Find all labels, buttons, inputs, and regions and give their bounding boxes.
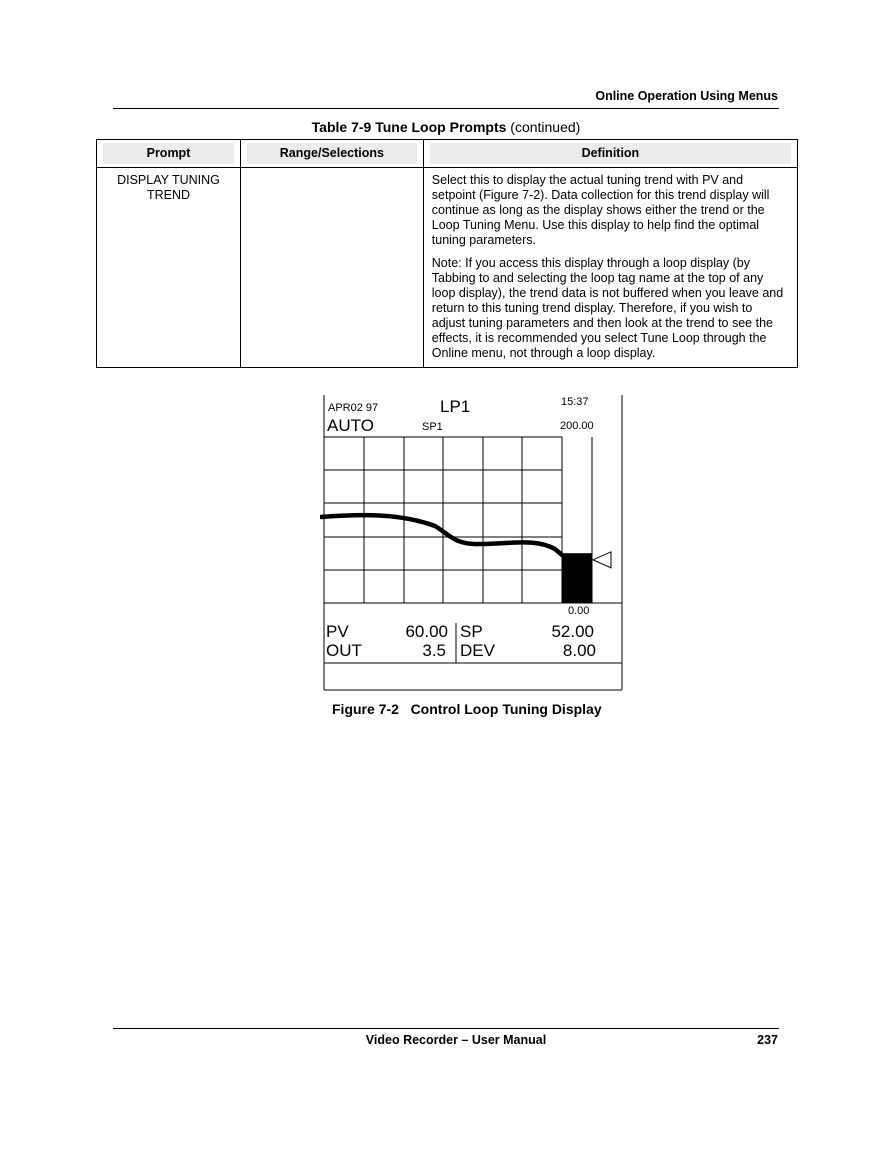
definition-note: Note: If you access this display through a loop display (by Tabbing to and selecting the loop tag name at the top of any loop display), the trend data is not buffered when you leave and return to this tuning trend display. Therefore, if you wish to adjust tuning parameters and then look at the trend to see the effects, it is recommended you select Tune Loop through the Online menu, not through a loop display. [431,256,784,360]
setpoint-pointer-icon [593,552,611,568]
pv-trend-line [321,515,562,555]
footer-rule [113,1028,779,1029]
column-header-definition: Definition [423,140,797,168]
footer-title: Video Recorder – User Manual [365,1033,547,1047]
tune-loop-prompts-table [96,139,798,368]
pv-bar-graph [562,553,592,603]
scale-min-label: 0.00 [568,605,590,617]
page-number: 237 [757,1033,778,1047]
table-caption-title: Table 7-9 Tune Loop Prompts [311,119,507,135]
running-header: Online Operation Using Menus [595,89,778,103]
loop-name: LP1 [440,397,471,416]
table-caption-suffix: (continued) [510,119,581,135]
date-label: APR02 97 [328,402,379,414]
dev-value: 8.00 [562,641,596,660]
control-loop-tuning-display [320,393,626,693]
mode-label: AUTO [327,416,374,435]
out-value: 3.5 [422,641,446,660]
table-caption [0,119,892,135]
column-header-prompt: Prompt [97,140,241,168]
table-header-row [97,140,798,168]
figure-caption: Figure 7-2 Control Loop Tuning Display [332,701,602,717]
scale-max-label: 200.00 [560,420,594,432]
prompt-text: DISPLAY TUNING TREND [117,173,220,202]
sp-value: 52.00 [551,622,594,641]
setpoint-label: SP1 [422,421,443,433]
trend-grid [324,437,562,603]
time-label: 15:37 [561,396,589,408]
out-label: OUT [326,641,362,660]
column-header-range: Range/Selections [240,140,423,168]
definition-paragraph: Select this to display the actual tuning trend with PV and setpoint (Figure 7-2). Data collection for this trend display will continue as long as the display shows either the trend or the Loop Tuning Menu. Use this display to help find the optimal tuning parameters. [431,173,770,247]
cell-definition [423,168,797,368]
sp-label: SP [460,622,483,641]
cell-prompt [97,168,241,368]
dev-label: DEV [460,641,495,660]
cell-range [240,168,423,368]
table-row [97,168,798,368]
pv-label: PV [326,622,349,641]
pv-value: 60.00 [405,622,448,641]
header-rule [113,108,779,109]
